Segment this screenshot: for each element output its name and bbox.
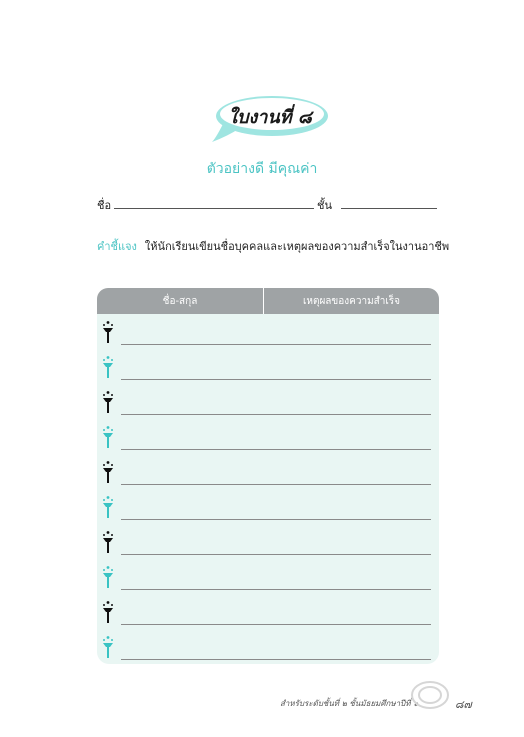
write-line[interactable] [121, 519, 431, 520]
table-header [97, 288, 439, 314]
write-line[interactable] [121, 589, 431, 590]
instructions [97, 237, 449, 255]
write-line[interactable] [121, 379, 431, 380]
torch-icon [101, 320, 115, 344]
table-row [97, 559, 439, 594]
page-number: ๘๗ [455, 698, 472, 711]
name-field[interactable] [114, 208, 314, 209]
title-bubble [210, 92, 330, 144]
write-line[interactable] [121, 414, 431, 415]
torch-icon [101, 495, 115, 519]
class-field[interactable] [341, 208, 437, 209]
torch-icon [101, 600, 115, 624]
torch-icon [101, 635, 115, 659]
torch-icon [101, 530, 115, 554]
table-row [97, 349, 439, 384]
name-class-line [97, 196, 332, 214]
table-row [97, 314, 439, 349]
table-row [97, 594, 439, 629]
torch-icon [101, 355, 115, 379]
table-row [97, 419, 439, 454]
write-line[interactable] [121, 449, 431, 450]
instruction-label: คำชี้แจง [97, 240, 137, 253]
write-line[interactable] [121, 344, 431, 345]
torch-icon [101, 425, 115, 449]
torch-icon [101, 390, 115, 414]
column-header-name: ชื่อ-สกุล [162, 296, 198, 307]
footer-text: สำหรับระดับชั้นที่ ๒ ชั้นมัธยมศึกษาปีที่ ๖ [280, 699, 419, 708]
page-stamp-icon [410, 680, 450, 710]
worksheet-title: ใบงานที่ ๘ [228, 107, 312, 128]
class-label: ชั้น [317, 199, 332, 212]
table-row [97, 524, 439, 559]
table-row [97, 384, 439, 419]
column-header-reason: เหตุผลของความสำเร็จ [302, 296, 401, 307]
write-line[interactable] [121, 659, 431, 660]
torch-icon [101, 460, 115, 484]
table-row [97, 454, 439, 489]
worksheet-subtitle: ตัวอย่างดี มีคุณค่า [206, 161, 318, 177]
write-line[interactable] [121, 624, 431, 625]
write-line[interactable] [121, 484, 431, 485]
name-label: ชื่อ [97, 199, 112, 212]
write-line[interactable] [121, 554, 431, 555]
table-body [97, 314, 439, 664]
torch-icon [101, 565, 115, 589]
instruction-text: ให้นักเรียนเขียนชื่อบุคคลและเหตุผลของความสำเร็จในงานอาชีพ [144, 240, 450, 253]
table-row [97, 629, 439, 664]
table-row [97, 489, 439, 524]
